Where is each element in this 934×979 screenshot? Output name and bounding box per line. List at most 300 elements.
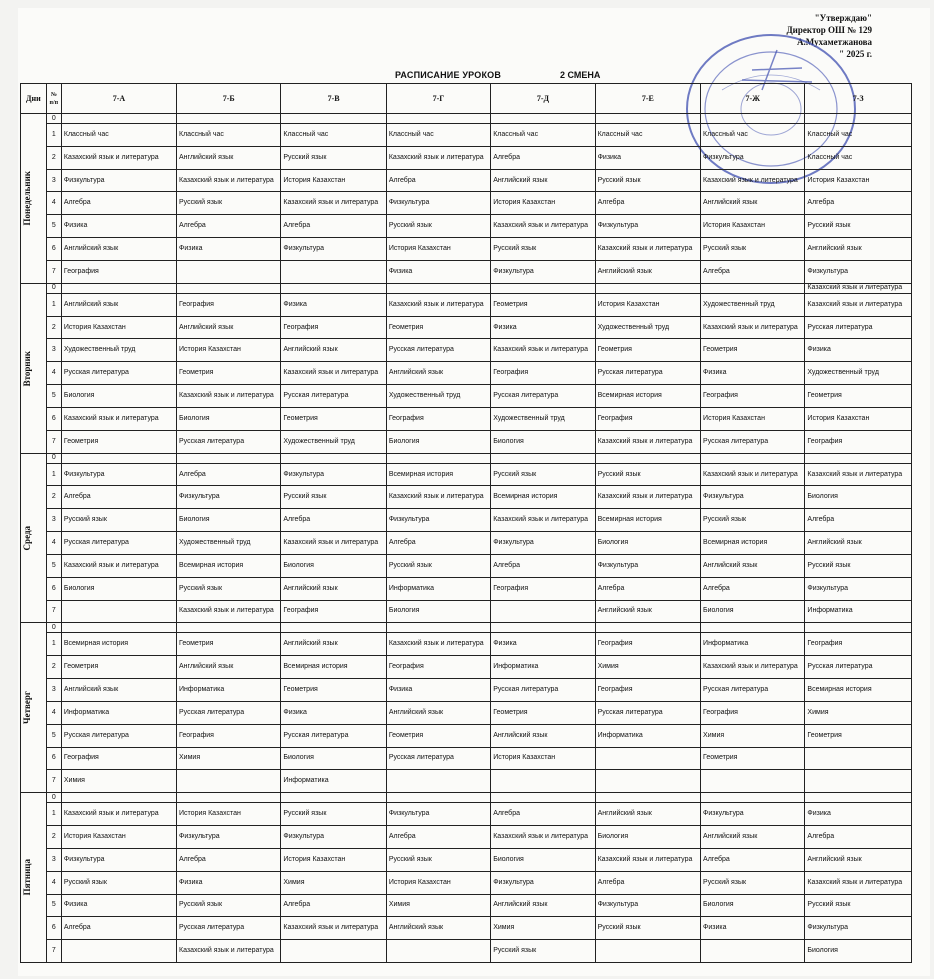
lesson-cell bbox=[805, 114, 912, 124]
lesson-cell: Всемирная история bbox=[281, 656, 386, 679]
lesson-cell: Классный час bbox=[61, 124, 176, 147]
lesson-cell: Русская литература bbox=[491, 679, 595, 702]
lesson-cell: Алгебра bbox=[281, 215, 386, 238]
lesson-number: 5 bbox=[46, 215, 61, 238]
lesson-cell bbox=[61, 940, 176, 963]
lesson-cell: Английский язык bbox=[281, 633, 386, 656]
lesson-cell: Английский язык bbox=[491, 724, 595, 747]
lesson-number: 0 bbox=[46, 793, 61, 803]
lesson-cell: Геометрия bbox=[491, 701, 595, 724]
lesson-row bbox=[21, 940, 912, 963]
approval-line: А.Мухаметжанова bbox=[796, 37, 872, 47]
lesson-cell: Алгебра bbox=[805, 509, 912, 532]
lesson-cell: Русский язык bbox=[281, 803, 386, 826]
lesson-cell bbox=[701, 793, 805, 803]
lesson-cell: Английский язык bbox=[805, 532, 912, 555]
lesson-cell: История Казахстан bbox=[595, 293, 700, 316]
lesson-number: 1 bbox=[46, 463, 61, 486]
lesson-cell: История Казахстан bbox=[701, 407, 805, 430]
lesson-cell: История Казахстан bbox=[491, 747, 595, 770]
lesson-row bbox=[21, 701, 912, 724]
lesson-cell bbox=[61, 793, 176, 803]
lesson-cell: Биология bbox=[595, 826, 700, 849]
lesson-cell bbox=[701, 770, 805, 793]
lesson-cell bbox=[701, 114, 805, 124]
lesson-cell: Художественный труд bbox=[61, 339, 176, 362]
lesson-cell: Английский язык bbox=[61, 293, 176, 316]
lesson-cell: Казахский язык и литература bbox=[805, 871, 912, 894]
lesson-cell: История Казахстан bbox=[386, 238, 490, 261]
lesson-cell: Химия bbox=[177, 747, 281, 770]
lesson-cell bbox=[61, 283, 176, 293]
lesson-cell: Английский язык bbox=[177, 656, 281, 679]
lesson-cell: История Казахстан bbox=[177, 803, 281, 826]
lesson-number: 7 bbox=[46, 430, 61, 453]
lesson-number: 0 bbox=[46, 114, 61, 124]
lesson-cell: Русский язык bbox=[805, 554, 912, 577]
lesson-cell bbox=[177, 770, 281, 793]
lesson-cell: География bbox=[491, 362, 595, 385]
lesson-cell: Художественный труд bbox=[281, 430, 386, 453]
lesson-cell bbox=[177, 260, 281, 283]
lesson-cell: Физкультура bbox=[701, 803, 805, 826]
lesson-cell: Казахский язык и литература bbox=[386, 486, 490, 509]
lesson-cell: Русский язык bbox=[177, 894, 281, 917]
lesson-cell bbox=[805, 453, 912, 463]
day-name: Четверг bbox=[22, 691, 32, 725]
lesson-cell: Геометрия bbox=[386, 724, 490, 747]
lesson-cell: Английский язык bbox=[177, 316, 281, 339]
lesson-cell: Русский язык bbox=[177, 192, 281, 215]
lesson-cell: Химия bbox=[386, 894, 490, 917]
lesson-cell bbox=[595, 747, 700, 770]
class-header: 7-Б bbox=[177, 84, 281, 114]
lesson-row bbox=[21, 169, 912, 192]
lesson-cell: Алгебра bbox=[177, 463, 281, 486]
lesson-cell bbox=[177, 114, 281, 124]
lesson-cell: Химия bbox=[491, 917, 595, 940]
lesson-cell: Биология bbox=[386, 430, 490, 453]
lesson-row bbox=[21, 215, 912, 238]
lesson-cell: Биология bbox=[491, 430, 595, 453]
approval-line: "Утверждаю" bbox=[814, 13, 872, 23]
lesson-cell: История Казахстан bbox=[61, 826, 176, 849]
lesson-cell: История Казахстан bbox=[61, 316, 176, 339]
lesson-cell: География bbox=[61, 260, 176, 283]
lesson-cell: Физкультура bbox=[61, 848, 176, 871]
lesson-cell: Художественный труд bbox=[595, 316, 700, 339]
lesson-cell: Биология bbox=[805, 940, 912, 963]
lesson-number: 7 bbox=[46, 770, 61, 793]
lesson-cell: Физика bbox=[61, 215, 176, 238]
lesson-cell bbox=[177, 283, 281, 293]
lesson-cell: Физкультура bbox=[595, 894, 700, 917]
class-header: 7-Е bbox=[595, 84, 700, 114]
lesson-cell: Алгебра bbox=[595, 871, 700, 894]
shift-label: 2 СМЕНА bbox=[560, 70, 601, 80]
lesson-cell bbox=[595, 114, 700, 124]
lesson-number: 1 bbox=[46, 633, 61, 656]
lesson-cell: Всемирная история bbox=[491, 486, 595, 509]
lesson-cell: Физика bbox=[281, 293, 386, 316]
lesson-cell: Казахский язык и литература bbox=[491, 339, 595, 362]
lesson-cell: Казахский язык и литература bbox=[386, 146, 490, 169]
lesson-number: 3 bbox=[46, 509, 61, 532]
lesson-cell: Русский язык bbox=[386, 215, 490, 238]
lesson-number: 4 bbox=[46, 701, 61, 724]
page-title: РАСПИСАНИЕ УРОКОВ bbox=[395, 70, 502, 80]
lesson-cell: Русская литература bbox=[281, 724, 386, 747]
lesson-cell: Русский язык bbox=[491, 463, 595, 486]
lesson-number: 0 bbox=[46, 623, 61, 633]
lesson-cell: История Казахстан bbox=[177, 339, 281, 362]
lesson-row bbox=[21, 871, 912, 894]
lesson-cell: Информатика bbox=[595, 724, 700, 747]
lesson-cell: Биология bbox=[177, 407, 281, 430]
lesson-cell: Русский язык bbox=[701, 509, 805, 532]
lesson-cell: Английский язык bbox=[281, 577, 386, 600]
lesson-number: 3 bbox=[46, 169, 61, 192]
lesson-cell: География bbox=[177, 293, 281, 316]
lesson-number: 1 bbox=[46, 293, 61, 316]
lesson-cell: Русская литература bbox=[61, 724, 176, 747]
lesson-row bbox=[21, 894, 912, 917]
lesson-cell: Русская литература bbox=[177, 430, 281, 453]
lesson-row bbox=[21, 917, 912, 940]
lesson-cell: Казахский язык и литература bbox=[61, 803, 176, 826]
lesson-number: 2 bbox=[46, 316, 61, 339]
lesson-cell: Русская литература bbox=[281, 385, 386, 408]
lesson-cell: Алгебра bbox=[701, 848, 805, 871]
class-header: 7-А bbox=[61, 84, 176, 114]
day-label bbox=[21, 283, 47, 453]
lesson-row bbox=[21, 724, 912, 747]
lesson-cell: Геометрия bbox=[281, 679, 386, 702]
lesson-cell: Казахский язык и литература bbox=[595, 238, 700, 261]
lesson-cell: Русский язык bbox=[61, 509, 176, 532]
lesson-cell: Алгебра bbox=[61, 192, 176, 215]
lesson-row bbox=[21, 385, 912, 408]
day-header: Дни bbox=[21, 84, 47, 114]
lesson-cell: Информатика bbox=[386, 577, 490, 600]
lesson-row bbox=[21, 260, 912, 283]
lesson-number: 4 bbox=[46, 532, 61, 555]
lesson-cell bbox=[61, 114, 176, 124]
lesson-cell: Русский язык bbox=[701, 871, 805, 894]
lesson-cell: Физика bbox=[701, 917, 805, 940]
lesson-cell: Русский язык bbox=[701, 238, 805, 261]
lesson-cell: Химия bbox=[281, 871, 386, 894]
lesson-cell: Физкультура bbox=[61, 169, 176, 192]
header-row bbox=[21, 84, 912, 114]
lesson-cell bbox=[281, 623, 386, 633]
lesson-cell: Казахский язык и литература bbox=[61, 407, 176, 430]
lesson-cell: Казахский язык и литература bbox=[177, 600, 281, 623]
lesson-cell: Казахский язык и литература bbox=[701, 656, 805, 679]
lesson-cell: Русский язык bbox=[491, 238, 595, 261]
lesson-cell: Алгебра bbox=[61, 917, 176, 940]
lesson-number: 5 bbox=[46, 894, 61, 917]
lesson-cell: Казахский язык и литература bbox=[595, 848, 700, 871]
lesson-cell bbox=[177, 793, 281, 803]
lesson-cell bbox=[805, 747, 912, 770]
lesson-cell bbox=[595, 283, 700, 293]
day-name: Пятница bbox=[22, 859, 32, 896]
lesson-cell bbox=[386, 770, 490, 793]
lesson-cell: Казахский язык и литература bbox=[701, 316, 805, 339]
lesson-cell: Биология bbox=[61, 577, 176, 600]
lesson-cell: Алгебра bbox=[61, 486, 176, 509]
lesson-cell: Алгебра bbox=[386, 532, 490, 555]
lesson-cell: Русская литература bbox=[595, 701, 700, 724]
lesson-number: 2 bbox=[46, 656, 61, 679]
lesson-cell: Русский язык bbox=[177, 577, 281, 600]
lesson-number: 4 bbox=[46, 192, 61, 215]
lesson-cell: Классный час bbox=[281, 124, 386, 147]
lesson-cell: Казахский язык и литература bbox=[491, 509, 595, 532]
lesson-cell: Физкультура bbox=[805, 260, 912, 283]
lesson-number: 7 bbox=[46, 940, 61, 963]
lesson-cell: История Казахстан bbox=[281, 169, 386, 192]
lesson-number: 1 bbox=[46, 803, 61, 826]
lesson-cell: Алгебра bbox=[701, 577, 805, 600]
lesson-row bbox=[21, 656, 912, 679]
lesson-cell: Казахский язык и литература bbox=[491, 215, 595, 238]
lesson-cell: Алгебра bbox=[177, 848, 281, 871]
lesson-cell bbox=[281, 114, 386, 124]
lesson-cell: Геометрия bbox=[491, 293, 595, 316]
lesson-cell bbox=[386, 793, 490, 803]
lesson-cell: Казахский язык и литература bbox=[177, 385, 281, 408]
lesson-cell bbox=[386, 940, 490, 963]
lesson-cell: Геометрия bbox=[177, 633, 281, 656]
lesson-cell: Биология bbox=[491, 848, 595, 871]
lesson-row bbox=[21, 407, 912, 430]
lesson-cell: Биология bbox=[595, 532, 700, 555]
lesson-number: 6 bbox=[46, 577, 61, 600]
lesson-cell: Физкультура bbox=[491, 871, 595, 894]
lesson-cell: География bbox=[595, 633, 700, 656]
lesson-cell: Геометрия bbox=[701, 339, 805, 362]
lesson-cell: Химия bbox=[701, 724, 805, 747]
lesson-cell: География bbox=[491, 577, 595, 600]
lesson-cell: Алгебра bbox=[386, 169, 490, 192]
lesson-cell: Информатика bbox=[177, 679, 281, 702]
lesson-cell: Физкультура bbox=[281, 238, 386, 261]
approval-line: " 2025 г. bbox=[839, 49, 872, 59]
lesson-row bbox=[21, 577, 912, 600]
lesson-cell: Казахский язык и литература bbox=[805, 293, 912, 316]
lesson-cell: Английский язык bbox=[701, 192, 805, 215]
lesson-row bbox=[21, 283, 912, 293]
lesson-cell: Русский язык bbox=[386, 554, 490, 577]
lesson-cell: Классный час bbox=[701, 124, 805, 147]
lesson-cell: Физика bbox=[177, 238, 281, 261]
lesson-number: 3 bbox=[46, 848, 61, 871]
lesson-cell: Английский язык bbox=[595, 600, 700, 623]
lesson-cell: Физкультура bbox=[177, 486, 281, 509]
lesson-cell bbox=[386, 623, 490, 633]
lesson-cell: География bbox=[701, 385, 805, 408]
lesson-row bbox=[21, 114, 912, 124]
lesson-cell bbox=[595, 453, 700, 463]
lesson-cell bbox=[595, 940, 700, 963]
lesson-cell: Геометрия bbox=[177, 362, 281, 385]
day-label bbox=[21, 623, 47, 793]
day-label bbox=[21, 793, 47, 963]
lesson-cell bbox=[61, 623, 176, 633]
lesson-cell: Классный час bbox=[595, 124, 700, 147]
lesson-number: 5 bbox=[46, 724, 61, 747]
lesson-cell: Русский язык bbox=[281, 486, 386, 509]
lesson-number: 4 bbox=[46, 362, 61, 385]
lesson-cell: Физика bbox=[595, 146, 700, 169]
lesson-row bbox=[21, 146, 912, 169]
lesson-number: 3 bbox=[46, 339, 61, 362]
lesson-cell: Алгебра bbox=[177, 215, 281, 238]
lesson-cell: Казахский язык и литература bbox=[701, 463, 805, 486]
lesson-row bbox=[21, 803, 912, 826]
lesson-cell: Информатика bbox=[61, 701, 176, 724]
lesson-cell: Классный час bbox=[386, 124, 490, 147]
lesson-cell bbox=[595, 623, 700, 633]
lesson-cell: Английский язык bbox=[595, 803, 700, 826]
lesson-cell: Физкультура bbox=[386, 192, 490, 215]
lesson-cell: Физкультура bbox=[281, 463, 386, 486]
lesson-cell: Казахский язык и литература bbox=[805, 463, 912, 486]
lesson-cell: Английский язык bbox=[281, 339, 386, 362]
lesson-row bbox=[21, 633, 912, 656]
lesson-number: 2 bbox=[46, 826, 61, 849]
lesson-cell: Биология bbox=[701, 600, 805, 623]
lesson-cell bbox=[491, 283, 595, 293]
lesson-cell: Биология bbox=[805, 486, 912, 509]
lesson-cell: Русская литература bbox=[701, 679, 805, 702]
lesson-cell: Алгебра bbox=[805, 826, 912, 849]
lesson-cell: Информатика bbox=[805, 600, 912, 623]
lesson-cell bbox=[491, 600, 595, 623]
lesson-row bbox=[21, 600, 912, 623]
lesson-row bbox=[21, 430, 912, 453]
lesson-cell: Английский язык bbox=[701, 554, 805, 577]
lesson-number: 6 bbox=[46, 747, 61, 770]
lesson-cell bbox=[386, 453, 490, 463]
lesson-cell: Русский язык bbox=[805, 215, 912, 238]
lesson-cell: Художественный труд bbox=[701, 293, 805, 316]
lesson-cell: Английский язык bbox=[595, 260, 700, 283]
lesson-cell: География bbox=[595, 679, 700, 702]
lesson-cell: Русская литература bbox=[61, 362, 176, 385]
lesson-cell bbox=[805, 623, 912, 633]
lesson-cell: Алгебра bbox=[386, 826, 490, 849]
lesson-cell bbox=[281, 260, 386, 283]
lesson-cell: Английский язык bbox=[386, 701, 490, 724]
lesson-number: 3 bbox=[46, 679, 61, 702]
lesson-row bbox=[21, 293, 912, 316]
lesson-cell: Биология bbox=[701, 894, 805, 917]
lesson-cell: Казахский язык и литература bbox=[281, 532, 386, 555]
lesson-cell: Художественный труд bbox=[386, 385, 490, 408]
lesson-cell: Алгебра bbox=[805, 192, 912, 215]
lesson-cell: Классный час bbox=[491, 124, 595, 147]
lesson-cell: Физика bbox=[386, 260, 490, 283]
number-header: № п/п bbox=[46, 84, 61, 114]
lesson-cell: Биология bbox=[177, 509, 281, 532]
lesson-cell: Казахский язык и литература bbox=[386, 293, 490, 316]
lesson-cell bbox=[281, 940, 386, 963]
lesson-cell: Русский язык bbox=[805, 894, 912, 917]
lesson-cell: Русская литература bbox=[386, 747, 490, 770]
lesson-cell: Физика bbox=[491, 316, 595, 339]
lesson-row bbox=[21, 623, 912, 633]
lesson-cell bbox=[177, 623, 281, 633]
lesson-cell: История Казахстан bbox=[281, 848, 386, 871]
lesson-cell: Английский язык bbox=[177, 146, 281, 169]
lesson-cell: История Казахстан bbox=[805, 407, 912, 430]
lesson-cell: Физкультура bbox=[491, 532, 595, 555]
lesson-cell bbox=[491, 770, 595, 793]
lesson-cell: Алгебра bbox=[281, 894, 386, 917]
lesson-cell: История Казахстан bbox=[491, 192, 595, 215]
lesson-cell: Казахский язык и литература bbox=[386, 633, 490, 656]
lesson-cell: Русский язык bbox=[595, 169, 700, 192]
lesson-cell: Русская литература bbox=[61, 532, 176, 555]
lesson-cell: Геометрия bbox=[61, 430, 176, 453]
lesson-cell: Всемирная история bbox=[701, 532, 805, 555]
lesson-cell: Алгебра bbox=[595, 577, 700, 600]
lesson-cell: Физкультура bbox=[595, 215, 700, 238]
lesson-row bbox=[21, 238, 912, 261]
lesson-cell: Художественный труд bbox=[805, 362, 912, 385]
lesson-row bbox=[21, 793, 912, 803]
lesson-cell: Алгебра bbox=[491, 146, 595, 169]
lesson-cell bbox=[595, 770, 700, 793]
lesson-cell: Физкультура bbox=[701, 146, 805, 169]
lesson-cell: География bbox=[595, 407, 700, 430]
lesson-cell: Русский язык bbox=[595, 917, 700, 940]
lesson-cell bbox=[701, 453, 805, 463]
lesson-cell: Физкультура bbox=[281, 826, 386, 849]
lesson-cell: Геометрия bbox=[701, 747, 805, 770]
lesson-number: 4 bbox=[46, 871, 61, 894]
lesson-row bbox=[21, 747, 912, 770]
lesson-cell bbox=[701, 283, 805, 293]
lesson-cell: Русская литература bbox=[177, 917, 281, 940]
lesson-cell: Физика bbox=[177, 871, 281, 894]
class-header: 7-З bbox=[805, 84, 912, 114]
lesson-cell: Казахский язык и литература bbox=[177, 940, 281, 963]
lesson-cell: Русский язык bbox=[491, 940, 595, 963]
class-header: 7-В bbox=[281, 84, 386, 114]
lesson-cell bbox=[491, 623, 595, 633]
lesson-cell: Физика bbox=[805, 803, 912, 826]
lesson-row bbox=[21, 453, 912, 463]
lesson-cell: Русская литература bbox=[177, 701, 281, 724]
lesson-cell: Казахский язык и литература bbox=[61, 554, 176, 577]
lesson-cell: География bbox=[177, 724, 281, 747]
lesson-cell: Физика bbox=[61, 894, 176, 917]
lesson-cell bbox=[805, 793, 912, 803]
class-header: 7-Ж bbox=[701, 84, 805, 114]
lesson-cell: Геометрия bbox=[386, 316, 490, 339]
day-name: Среда bbox=[22, 525, 32, 551]
lesson-cell: Физкультура bbox=[805, 577, 912, 600]
day-label bbox=[21, 453, 47, 623]
lesson-cell: Казахский язык и литература bbox=[701, 169, 805, 192]
lesson-cell: Геометрия bbox=[805, 724, 912, 747]
lesson-cell: Английский язык bbox=[491, 169, 595, 192]
lesson-cell: Химия bbox=[61, 770, 176, 793]
